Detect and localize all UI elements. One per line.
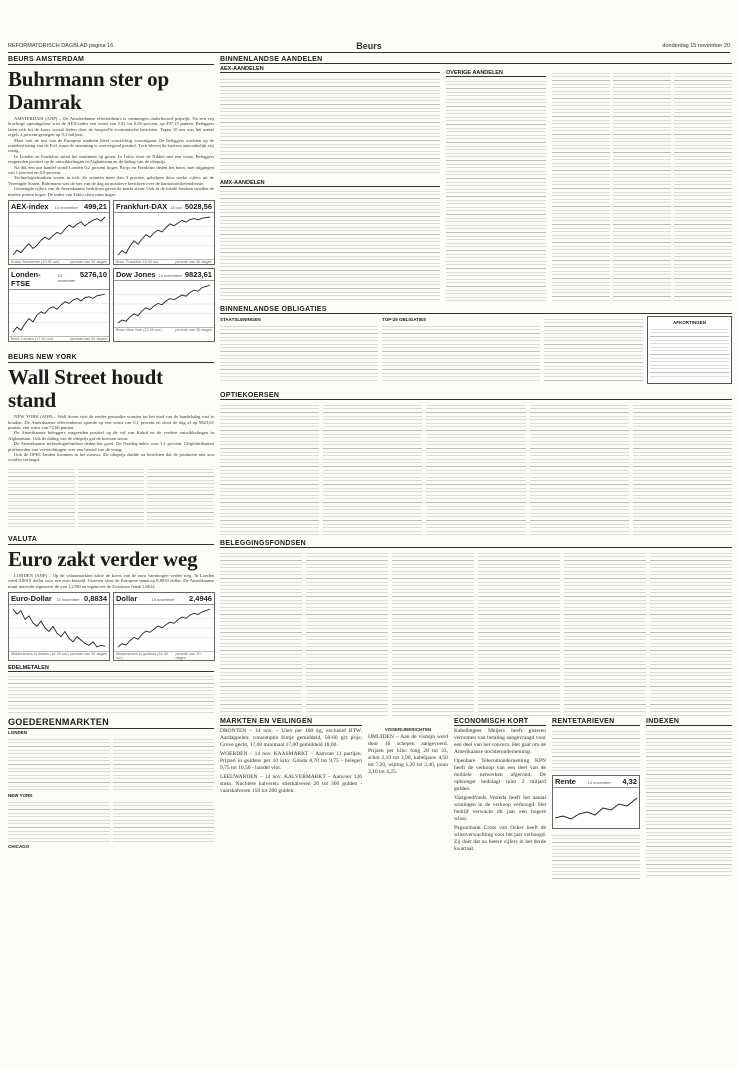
options-column bbox=[220, 402, 319, 538]
economic-paragraph: Openbare Telecomonderneming KPN heeft de verkoop van een deel van de mobiele netwerken afgerond. De opbrengst bedraagt ruim 2 miljard gulden. bbox=[454, 758, 546, 792]
chart-period: periode van 30 dagen bbox=[70, 337, 107, 342]
article-paragraph: Na dik een uur handel stond Londen 0,2 procent hoger. Parijs en Frankfurt deden het beter, met stijgingen van 1 procent en 0,8 procent. bbox=[8, 164, 214, 176]
market-paragraph: DRONTEN – 14 nov. – Uien per 100 kg, exclusief BTW. Aardappelen: consumptie bintje gemiddeld, 50-60 gct prijs: Grove gecht, 17,00 minimaal 17,00 gemiddeld 18,00. bbox=[220, 728, 362, 748]
wallstreet-headline: Wall Street houdt stand bbox=[8, 365, 163, 413]
rente-block bbox=[552, 718, 640, 882]
economisch-block bbox=[454, 718, 546, 855]
edelmetalen-title: EDELMETALEN bbox=[8, 665, 214, 672]
goederen-tables bbox=[8, 736, 214, 792]
ftse-chart bbox=[8, 268, 110, 342]
chart-value: 5028,56 bbox=[184, 202, 212, 212]
options-column bbox=[633, 402, 732, 538]
chart-period: periode van 30 dagen bbox=[175, 651, 201, 660]
beurs-newyork-section: BEURS NEW YORK bbox=[8, 354, 214, 363]
chart-source: Bron: Frankfurt 19.30 uur bbox=[116, 260, 159, 265]
aex-table bbox=[220, 76, 440, 176]
fondsen-block bbox=[220, 540, 732, 718]
afkortingen-list bbox=[650, 326, 729, 378]
markten-text bbox=[220, 728, 362, 795]
article-paragraph: LONDEN (ANP) – Op de valutamarkten zakte de koers van de euro vanmorgen verder weg. In Londen werd 0,8819 dollar voor een euro betaald. Gisteren sloot de Europese munt op 0,8830 dollar. De Amerikaanse munt noteerde tegenover de yen 1,2190 en tegenover de Zwitserse frank 1,6612. bbox=[8, 572, 214, 589]
article-paragraph: Technologiefondsen waren in trek. Ze wonnen meer dan 3 procent, geholpen door sterke cijfers uit de Verenigde Staten. Buhrmann was de ster van de dag na positieve berichten over de kantoorartikelendivisie. bbox=[8, 175, 214, 186]
economic-paragraph: Kabelbegeer Meijers heeft gisteren vernomen van betaling aangevraagd voor een deel van het concern. Het gaat om de Amerikaanse dochteronderneming. bbox=[454, 728, 546, 755]
options-column bbox=[426, 402, 525, 538]
chart-value: 5276,10 bbox=[79, 270, 107, 280]
amx-block bbox=[220, 180, 440, 300]
right-area bbox=[220, 56, 732, 852]
afkortingen-box bbox=[647, 316, 732, 384]
chart-title: Rente bbox=[555, 777, 576, 786]
chart-source: Bron: Londen (17.30 uur) bbox=[11, 337, 54, 342]
aandelen-title: BINNENLANDSE AANDELEN bbox=[220, 56, 732, 64]
wallstreet-tables bbox=[8, 466, 214, 528]
chart-period: periode van 30 dagen bbox=[70, 260, 107, 265]
amx-table bbox=[220, 188, 440, 300]
aex-chart bbox=[8, 200, 110, 265]
chart-title: Euro-Dollar bbox=[11, 593, 52, 603]
chart-period: periode van 30 dagen bbox=[70, 651, 107, 656]
commodity-table bbox=[8, 799, 110, 843]
options-column bbox=[323, 402, 422, 538]
fund-column bbox=[478, 550, 560, 718]
chart-source: Middenkoers in guldens (16.30 uur) bbox=[116, 651, 168, 660]
obligaties-block bbox=[220, 306, 732, 384]
fund-column bbox=[564, 550, 646, 718]
chart-source: Bron: New York (22.00 uur) bbox=[116, 328, 162, 333]
markten-title: MARKTEN EN VEILINGEN bbox=[220, 718, 362, 726]
economisch-title: ECONOMISCH KORT bbox=[454, 718, 546, 726]
newyork-subhead: NEW YORK bbox=[8, 792, 33, 798]
commodity-table bbox=[8, 736, 110, 792]
indexen-title: INDEXEN bbox=[646, 718, 732, 726]
opties-tables bbox=[220, 402, 732, 538]
article-paragraph: NEW YORK (ANP) – Wall Street wist de eerder gemaakte winsten tot het eind van de handelsdag vast te houden. De Amerikaanse effectenbeurs opende op een winst van 0,1 procent en sloot de dag af op 9823,61 punten, een winst van 72,66 punten. bbox=[8, 414, 214, 430]
dow-line-chart bbox=[114, 281, 214, 327]
page-number: REFORMATORISCH DAGBLAD pagina 16 bbox=[8, 43, 114, 49]
euro-dollar-line-chart bbox=[9, 605, 109, 651]
page-header bbox=[8, 42, 730, 53]
dollar-chart bbox=[113, 592, 215, 661]
fund-column bbox=[650, 550, 732, 718]
visserij-text: IJMUIDEN – Aan de vismijn werd door 16 schepen aangevoerd. Prijzen per kilo: tong 28 tot 33, schol 2,10 tot 3,90, kabeljauw 4,50 tot 7,20, wijting 1,20 tot 2,40, poon 3,10 tot 4,25. bbox=[368, 734, 448, 775]
fund-column bbox=[306, 550, 388, 718]
economic-paragraph: Pagsonbank Cross van Ocker heeft de winstverwachting voor het jaar verhoogd. Zij doet dat na betere cijfers in het derde kwartaal. bbox=[454, 825, 546, 852]
fondsen-tables bbox=[220, 550, 732, 718]
stock-table bbox=[147, 466, 214, 528]
chart-value: 0,8834 bbox=[84, 593, 107, 603]
chart-date: 14 november bbox=[54, 205, 78, 211]
aex-line-chart bbox=[9, 213, 109, 259]
article-paragraph: Gemengde cijfers van de Amerikaanse bedrijven gaven de markt steun. Ook in de lokale fondsen stonden de meeste posten hoger. De index van Tokio sloot ruim hoger. bbox=[8, 186, 214, 197]
chicago-subhead: CHICAGO bbox=[8, 843, 30, 849]
goederenmarkten-section: GOEDERENMARKTEN bbox=[8, 717, 214, 729]
staat-table bbox=[220, 323, 378, 383]
article-paragraph: De Amerikaanse technologiefondsen deden het goed. De Nasdaq-index won 1,1 procent. Chipfabrikanten profiteerden van verwachtingen over een herstel van de vraag. bbox=[8, 441, 214, 452]
overige-block bbox=[446, 70, 546, 302]
options-column bbox=[530, 402, 629, 538]
rente-table bbox=[552, 728, 640, 772]
page-date: donderdag 15 november 20 bbox=[662, 43, 730, 49]
chart-title: Dollar bbox=[116, 593, 138, 603]
valuta-headline: Euro zakt verder weg bbox=[8, 546, 198, 571]
chart-value: 9823,61 bbox=[184, 270, 212, 280]
rente-chart bbox=[552, 775, 640, 829]
chart-title: Dow Jones bbox=[116, 270, 156, 280]
dow-chart bbox=[113, 268, 215, 342]
chart-source: Koers Seinstertie (10.30 uur) bbox=[11, 260, 60, 265]
market-paragraph: WOERDEN – 14 nov. KAASMARKT – Aanvoer 11 partijen. Prijzen in guldens per 10 kilo: Gouda 8,70 tot 9,75 - belegen 9,75 tot 10,50 - handel vlot. bbox=[220, 751, 362, 771]
fondsen-title: BELEGGINGSFONDSEN bbox=[220, 540, 732, 548]
markten-block bbox=[220, 718, 362, 797]
top25-title: TOP-25 OBLIGATIES bbox=[382, 317, 427, 322]
index-charts bbox=[8, 200, 214, 342]
overige-tables-right bbox=[552, 70, 732, 302]
goederen-tables-ny bbox=[8, 799, 214, 843]
amsterdam-headline: Buhrmann ster op Damrak bbox=[8, 67, 169, 114]
chart-title: Londen-FTSE bbox=[11, 270, 41, 289]
table-column bbox=[613, 70, 671, 302]
rente-title: RENTETARIEVEN bbox=[552, 718, 640, 726]
fund-column bbox=[220, 550, 302, 718]
londen-subhead: LONDEN bbox=[8, 729, 27, 735]
rente-line-chart bbox=[553, 788, 639, 828]
visserij-section bbox=[368, 726, 448, 776]
obligaties-title: BINNENLANDSE OBLIGATIES bbox=[220, 306, 732, 314]
chart-date: 15 november bbox=[151, 596, 175, 602]
chart-title: Frankfurt-DAX bbox=[116, 202, 168, 212]
chart-value: 4,32 bbox=[622, 777, 637, 786]
article-paragraph: Ook de OPEC-landen kwamen in het nieuws. De olieprijs daalde na berichten dat de productie niet zou worden verlaagd. bbox=[8, 451, 214, 463]
overige-title: OVERIGE AANDELEN bbox=[446, 70, 546, 77]
chart-period: periode van 30 dagen bbox=[175, 328, 212, 333]
chart-date: 14 november bbox=[587, 780, 611, 785]
fund-column bbox=[392, 550, 474, 718]
edelmetalen-table bbox=[8, 673, 214, 713]
aex-aandelen-title: AEX-AANDELEN bbox=[220, 66, 440, 73]
rente-table-2 bbox=[552, 832, 640, 882]
beurs-amsterdam-section: BEURS AMSTERDAM bbox=[8, 56, 214, 65]
overige-table bbox=[446, 78, 546, 302]
article-paragraph: AMSTERDAM (ANP) – De Amsterdamse effectenbeurs is vanmorgen onderbouwd prijsrijk. Na een vrij krachtige openingsfase wist de AEX-index een winst van 2,81 tot 0,56 procent, op 497,15 punten. Beleggers laten zich bij de koers vooral leiden door de hoopvolle economische berichten. Tegen 10 uur was het aantal regels 2 procent gestegen op 9,3 miljoen. bbox=[8, 116, 214, 138]
chart-title: AEX-index bbox=[11, 202, 49, 212]
amsterdam-article bbox=[8, 116, 214, 197]
economic-paragraph: Vastgoedfonds Vesteda heeft het aantal woningen in de verkoop verhoogd. Het bedrijf verwacht dit jaar een hogere winst. bbox=[454, 795, 546, 822]
commodity-table bbox=[113, 799, 215, 843]
staatsleningen-title: STAATSLENINGEN bbox=[220, 317, 261, 322]
stock-table bbox=[78, 466, 145, 528]
indexen-table bbox=[646, 728, 732, 878]
dax-chart bbox=[113, 200, 215, 265]
chart-date: 14 november bbox=[158, 273, 182, 279]
chart-value: 2,4946 bbox=[189, 593, 212, 603]
commodity-table bbox=[113, 736, 215, 792]
indexen-block bbox=[646, 718, 732, 878]
table-column bbox=[552, 70, 610, 302]
economisch-text bbox=[454, 728, 546, 853]
market-paragraph: LEEUWARDEN – 14 nov. KALVERMARKT – Aanvoer 126 stuks. Nuchtere kalveren: stierkalveren 20 tot 300 gulden - vaarskalveren 150 tot 200 gulden. bbox=[220, 774, 362, 794]
top25-table bbox=[382, 323, 540, 383]
markten-block-2 bbox=[368, 718, 448, 776]
dax-line-chart bbox=[114, 213, 214, 259]
opties-title: OPTIEKOERSEN bbox=[220, 392, 732, 400]
chart-date: 15 november bbox=[56, 596, 80, 602]
article-paragraph: Maar ook de rest van de Europese markten bleef voorzichtig vooruitgaan. De beleggers wachten op de rentebeslissing van de Fed, maar de stemming is overwegend positief. Toch bleven de koersen aanvankelijk vrij rustig. bbox=[8, 137, 214, 154]
visserij-title: VISSERIJBERICHTEN bbox=[384, 727, 432, 732]
table-column bbox=[674, 70, 732, 302]
table-rows bbox=[220, 76, 440, 176]
amx-aandelen-title: AMX-AANDELEN bbox=[220, 180, 440, 187]
chart-value: 499,21 bbox=[84, 202, 107, 212]
opties-block bbox=[220, 392, 732, 538]
wallstreet-article bbox=[8, 414, 214, 463]
article-paragraph: De Amerikaanse beleggers reageerden positief op de val van Kabul en de verdere ontwikkelingen in Afghanistan. Ook de daling van de olieprijs gaf de koersen steun. bbox=[8, 430, 214, 441]
ftse-line-chart bbox=[9, 290, 109, 336]
obligaties-table bbox=[544, 316, 643, 384]
left-column bbox=[8, 56, 214, 850]
stock-table bbox=[8, 466, 75, 528]
chart-period: periode van 30 dagen bbox=[175, 260, 212, 265]
euro-dollar-chart bbox=[8, 592, 110, 661]
chart-date: 13 nov bbox=[170, 205, 183, 211]
article-paragraph: In Londen en Frankfurt stond het sentiment op groen. In Tokio sloot de Nikkei met een winst. Beleggers reageerden positief op de ontwikkelingen in Afghanistan en de daling van de olieprijs. bbox=[8, 153, 214, 165]
afkortingen-title: AFKORTINGEN bbox=[672, 320, 706, 325]
chart-source: Middenkoers in dollars (16.30 uur) bbox=[11, 651, 69, 656]
valuta-charts bbox=[8, 592, 214, 661]
dollar-line-chart bbox=[114, 605, 214, 651]
valuta-section: VALUTA bbox=[8, 536, 214, 545]
valuta-article bbox=[8, 573, 214, 589]
section-title: Beurs bbox=[356, 41, 382, 51]
chart-date: 13 november bbox=[57, 273, 76, 284]
